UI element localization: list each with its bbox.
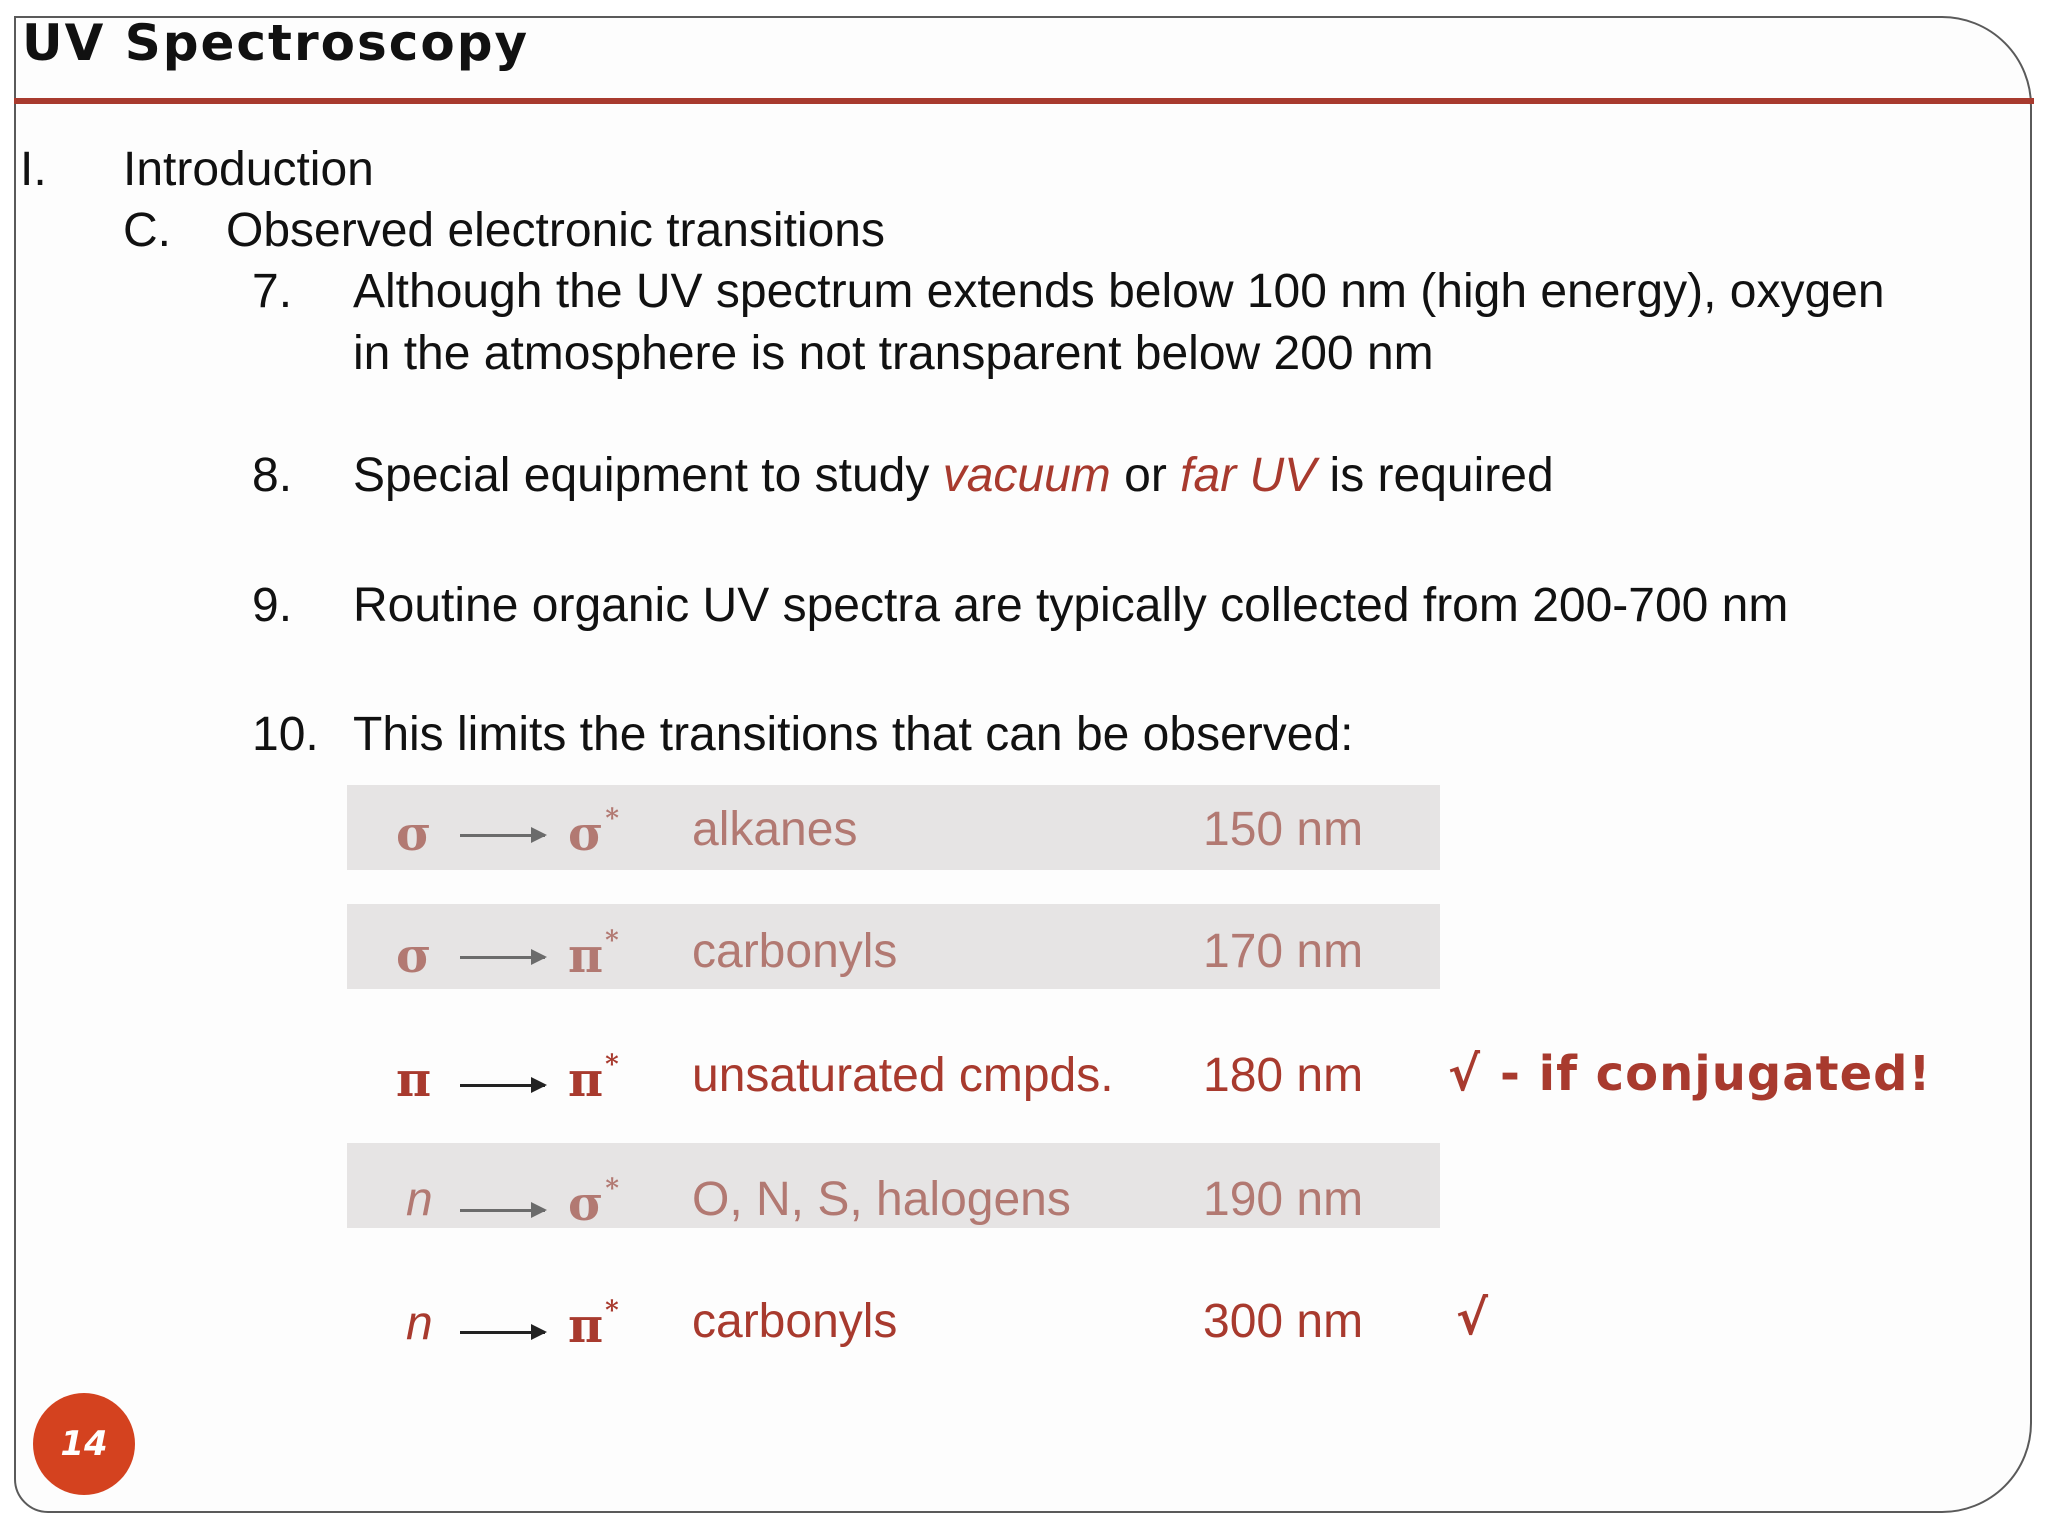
section-heading: Introduction [123,143,374,196]
transition-wavelength: 190 nm [1203,1173,1364,1226]
item-7-line-2: in the atmosphere is not transparent below 200 nm [353,327,1434,380]
item-7-line-1: Although the UV spectrum extends below 100 nm (high energy), oxygen [353,265,1885,318]
title-divider [14,98,2034,104]
item-9-number: 9. [252,579,293,632]
transition-compounds: alkanes [692,803,858,856]
item-9-text: Routine organic UV spectra are typically collected from 200-700 nm [353,579,1789,632]
transition-to: σ* [568,804,619,862]
transition-compounds: carbonyls [692,925,898,978]
item-10-text: This limits the transitions that can be observed: [353,708,1354,761]
transition-wavelength: 300 nm [1203,1295,1364,1348]
transition-from: n [406,1297,433,1350]
transition-to: σ* [568,1174,619,1232]
conjugation-note: - if conjugated! [1500,1046,1932,1102]
transition-to: π* [568,1296,619,1354]
item-8-post: is required [1329,449,1554,502]
page-number-badge: 14 [33,1393,135,1495]
transition-to: π* [568,926,619,984]
check-mark-icon: √ [1456,1290,1490,1346]
subsection-heading: Observed electronic transitions [226,204,885,257]
arrow-icon [460,1209,545,1212]
transition-wavelength: 170 nm [1203,925,1364,978]
transition-wavelength: 180 nm [1203,1049,1364,1102]
transition-compounds: unsaturated cmpds. [692,1049,1114,1102]
subsection-number: C. [123,204,171,257]
section-number: I. [20,143,47,196]
transition-from: π [396,1052,432,1108]
arrow-icon [460,834,545,837]
transition-from: σ [396,806,432,862]
transition-compounds: O, N, S, halogens [692,1173,1071,1226]
transition-wavelength: 150 nm [1203,803,1364,856]
item-8-number: 8. [252,449,293,502]
arrow-icon [460,1084,545,1087]
transition-to: π* [568,1050,619,1108]
item-8-or: or [1124,449,1167,502]
arrow-icon [460,956,545,959]
slide-title: UV Spectroscopy [22,14,530,72]
transition-compounds: carbonyls [692,1295,898,1348]
item-8-far-uv: far UV [1180,449,1317,502]
item-7-number: 7. [252,265,293,318]
item-8-vacuum: vacuum [942,449,1111,502]
transition-from: n [406,1173,433,1226]
item-10-number: 10. [252,708,319,761]
transition-from: σ [396,928,432,984]
arrow-icon [460,1331,545,1334]
item-8-pre: Special equipment to study [353,449,930,502]
check-mark-icon: √ [1448,1046,1482,1102]
item-8-text [353,448,1554,503]
